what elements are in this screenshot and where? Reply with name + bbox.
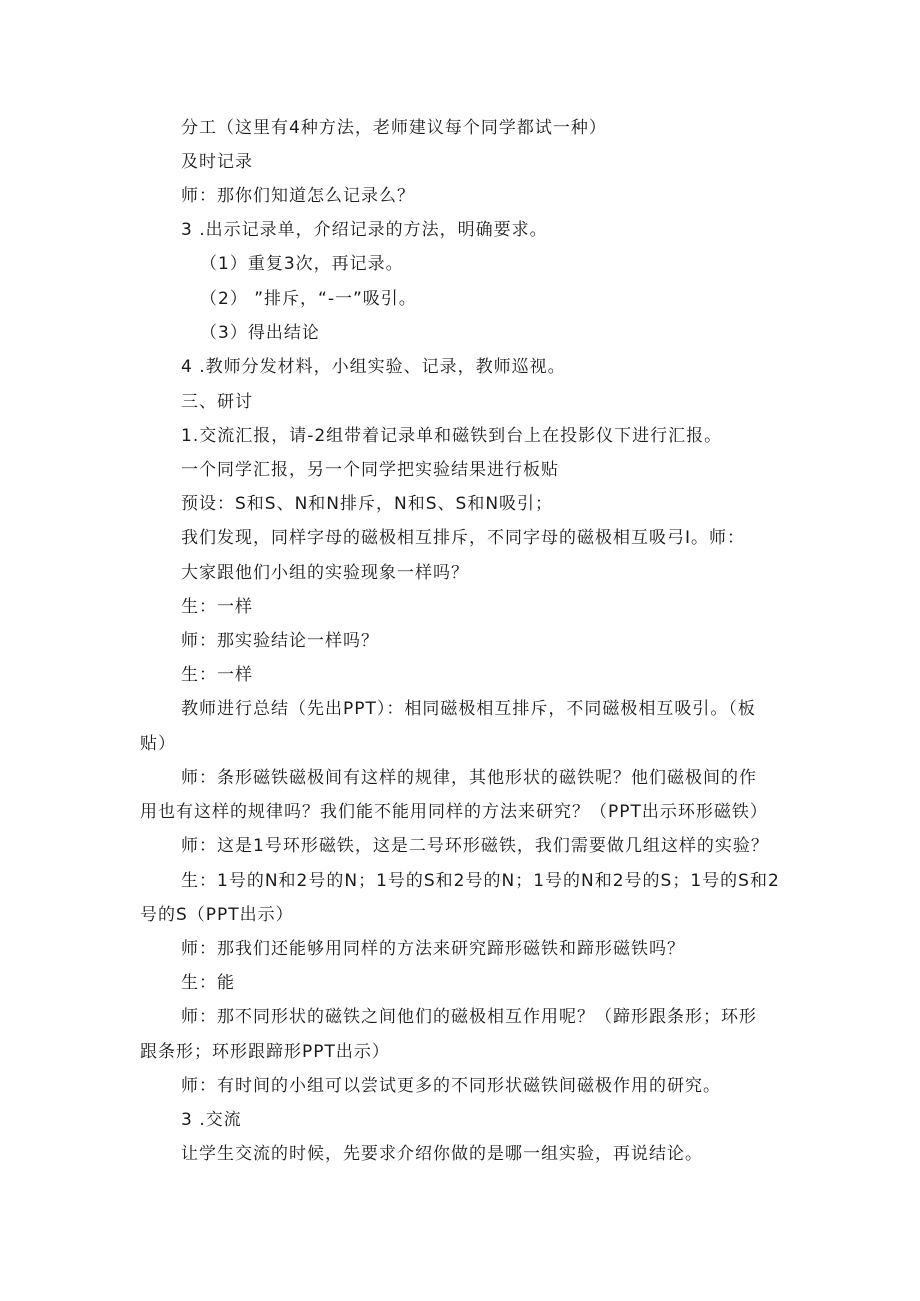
text-line: 师：有时间的小组可以尝试更多的不同形状磁铁间磁极作用的研究。 <box>181 1076 721 1096</box>
text-line: 师：那实验结论一样吗？ <box>181 631 379 651</box>
text-line: 师：那你们知道怎么记录么？ <box>181 186 415 206</box>
text-line: 分工（这里有4种方法，老师建议每个同学都试一种） <box>181 118 607 138</box>
text-line: 跟条形；环形跟蹄形PPT出示） <box>140 1042 390 1062</box>
text-line: 号的S（PPT出示） <box>140 905 294 925</box>
text-line: 及时记录 <box>181 152 253 172</box>
text-line: 生：1号的N和2号的N；1号的S和2号的N；1号的N和2号的S；1号的S和2 <box>181 871 780 891</box>
text-line: 师：条形磁铁磁极间有这样的规律，其他形状的磁铁呢？他们磁极间的作 <box>181 768 757 788</box>
text-line: 师：这是1号环形磁铁，这是二号环形磁铁，我们需要做几组这样的实验？ <box>181 836 769 856</box>
text-line: 让学生交流的时候，先要求介绍你做的是哪一组实验，再说结论。 <box>181 1144 703 1164</box>
text-line: 我们发现，同样字母的磁极相互排斥，不同字母的磁极相互吸弓I。师： <box>181 528 746 548</box>
text-line: 一个同学汇报，另一个同学把实验结果进行板贴 <box>181 460 559 480</box>
text-line: 教师进行总结（先出PPT）：相同磁极相互排斥，不同磁极相互吸引。（板 <box>181 699 756 719</box>
text-line: （1）重复3次，再记录。 <box>200 254 404 274</box>
text-line: 4 .教师分发材料，小组实验、记录，教师巡视。 <box>181 357 566 377</box>
section-heading: 三、研讨 <box>181 392 253 412</box>
text-line: （3）得出结论 <box>200 323 320 343</box>
text-line: 3 .出示记录单，介绍记录的方法，明确要求。 <box>181 220 548 240</box>
text-line: （2） ”排斥，“-一”吸引。 <box>200 289 417 309</box>
text-line: 生：能 <box>181 973 235 993</box>
text-line: 师：那我们还能够用同样的方法来研究蹄形磁铁和蹄形磁铁吗？ <box>181 939 685 959</box>
text-line: 师：那不同形状的磁铁之间他们的磁极相互作用呢？（蹄形跟条形；环形 <box>181 1007 757 1027</box>
text-line: 用也有这样的规律吗？我们能不能用同样的方法来研究？（PPT出示环形磁铁） <box>140 802 768 822</box>
text-line: 生：一样 <box>181 597 253 617</box>
text-line: 预设：S和S、N和N排斥，N和S、S和N吸引； <box>181 494 554 514</box>
text-line: 3 .交流 <box>181 1110 242 1130</box>
text-line: 生：一样 <box>181 665 253 685</box>
text-line: 1.交流汇报，请-2组带着记录单和磁铁到台上在投影仪下进行汇报。 <box>181 426 723 446</box>
text-line: 贴） <box>140 734 176 754</box>
text-line: 大家跟他们小组的实验现象一样吗？ <box>181 563 469 583</box>
